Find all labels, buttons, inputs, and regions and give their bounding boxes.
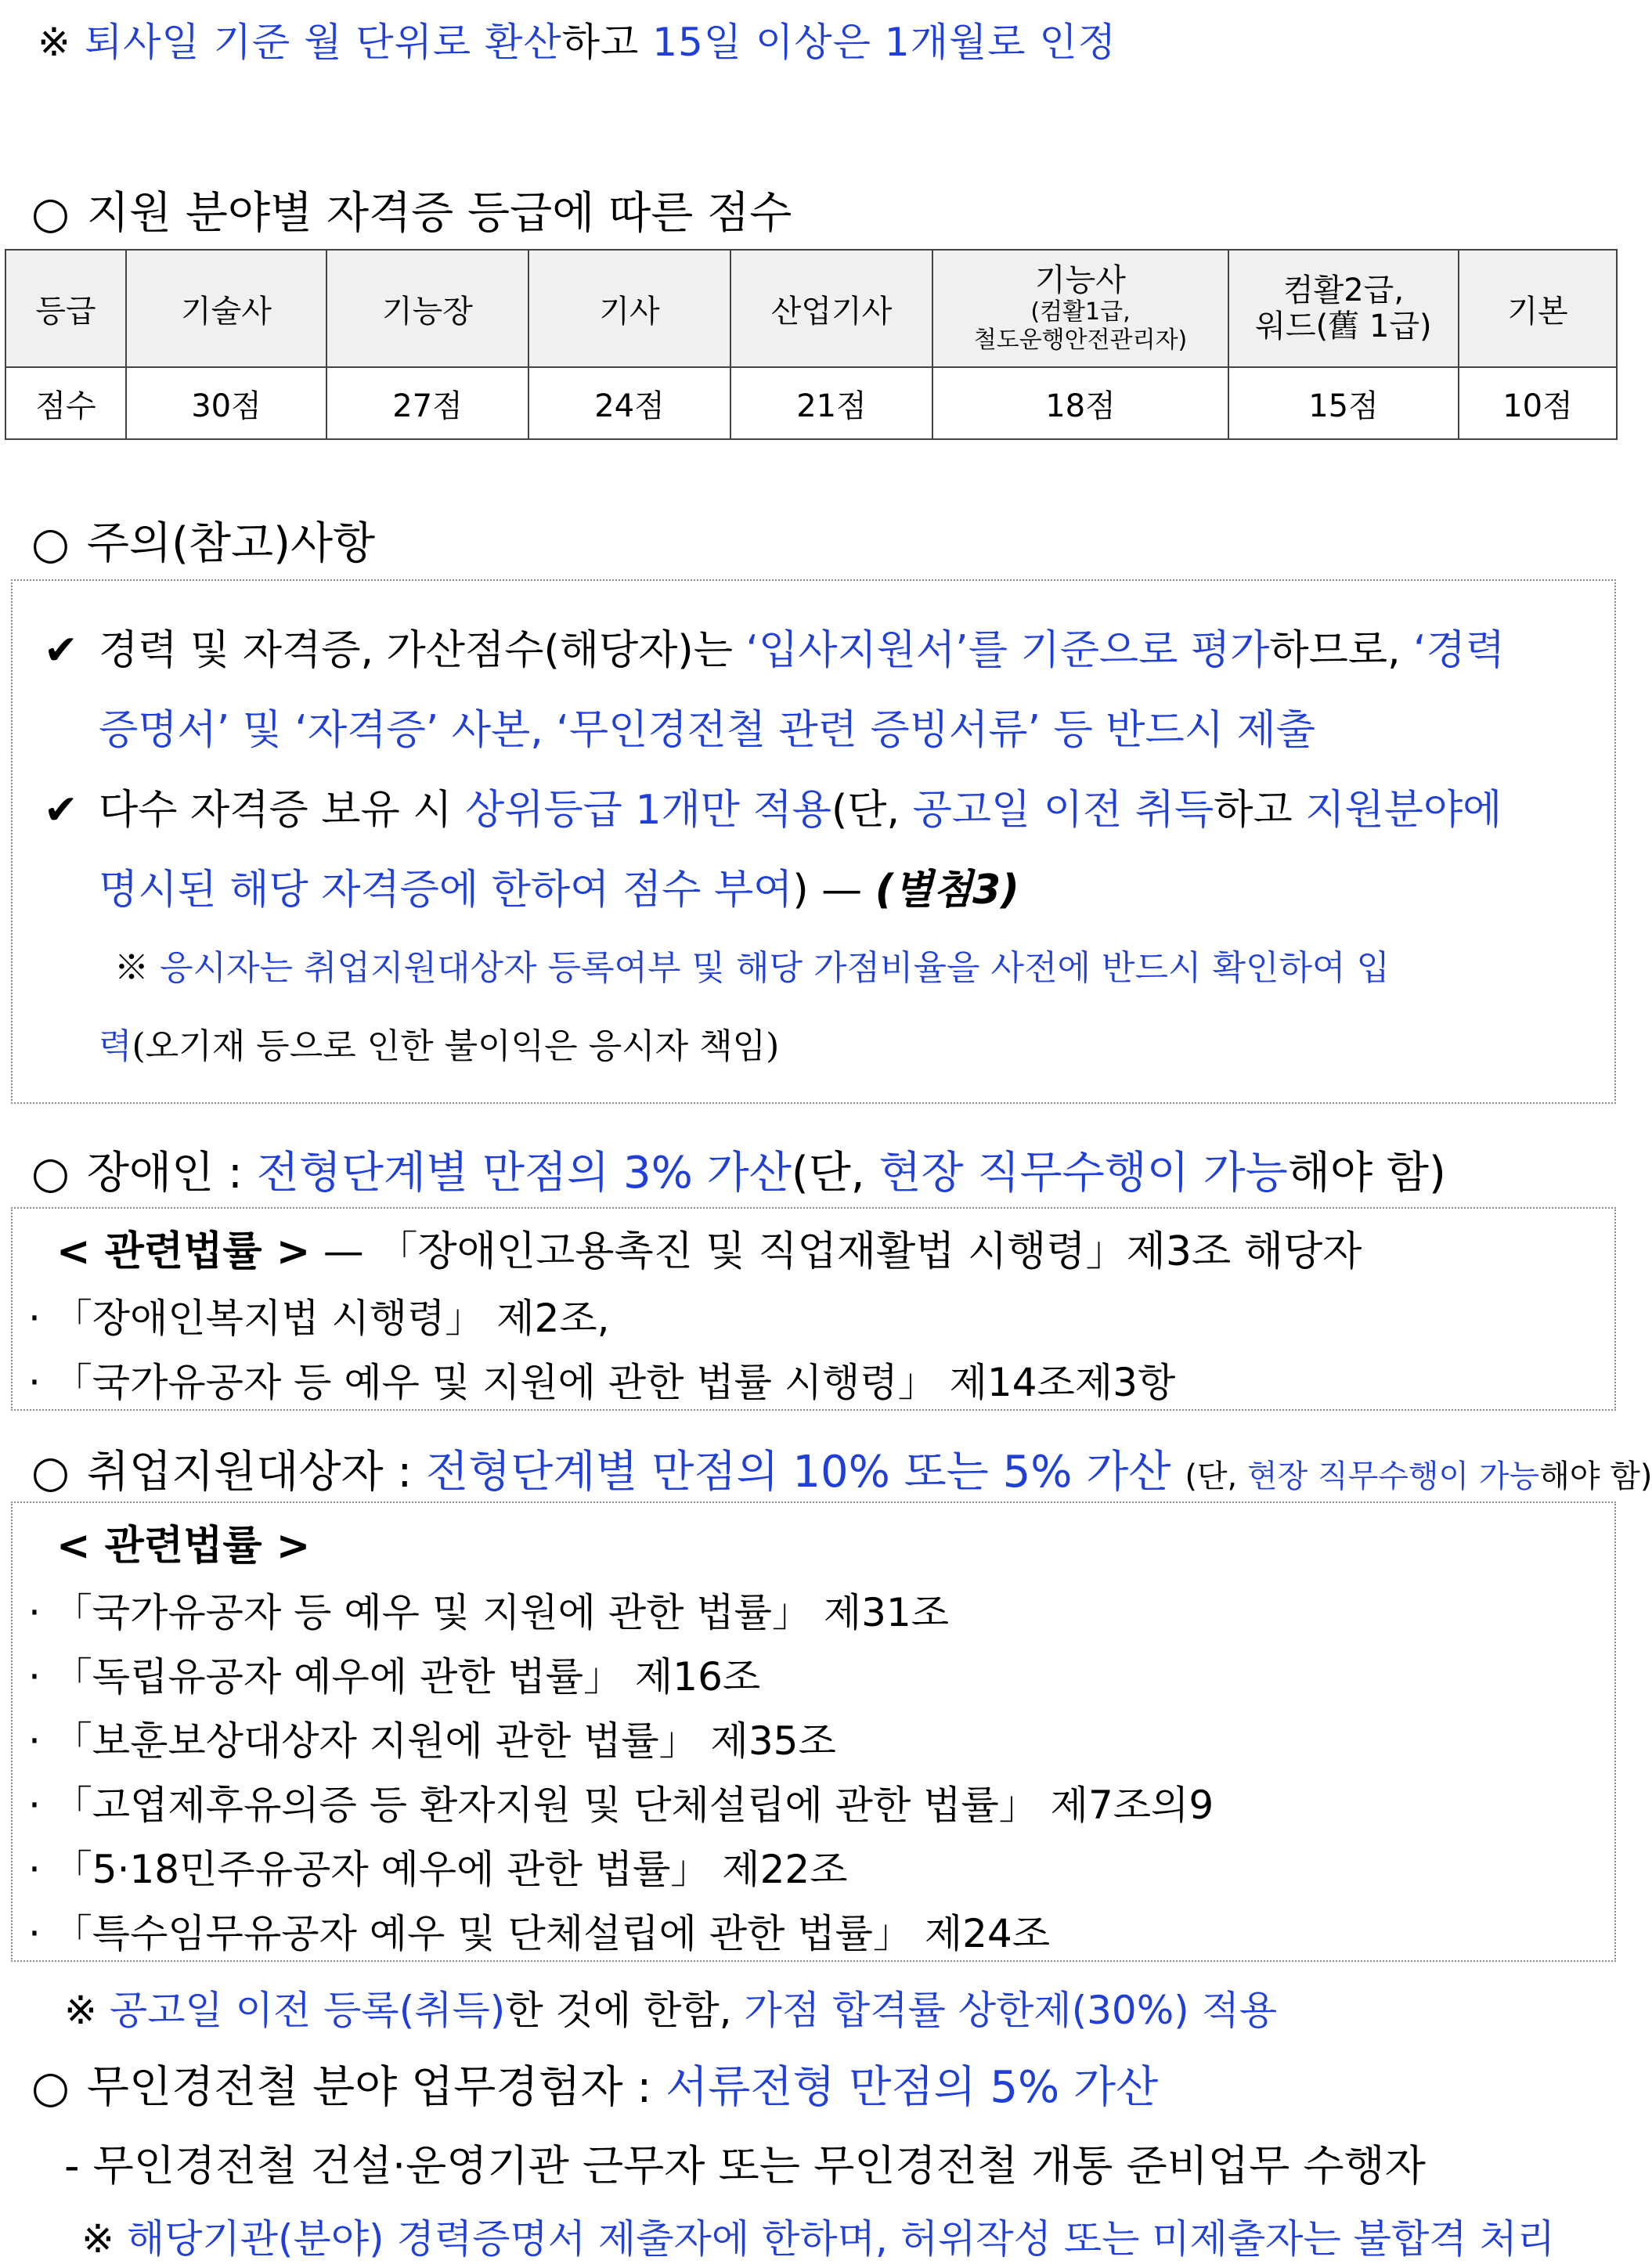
table-cell: 점수 [5,367,126,439]
table-header-row [5,250,1617,367]
header-cell [932,250,1228,367]
note-text: (단, [831,787,913,834]
section-text: 장애인 : [86,1148,257,1199]
law-heading: < 관련법률 > [56,1228,311,1275]
list-item: · 「특수임무유공자 예우 및 단체설립에 관한 법률」 제24조 [28,1911,1051,1956]
notes-caution-line1 [114,939,1390,990]
employ-law-header [56,1512,310,1571]
law-heading-tail: — 「장애인고용촉진 및 직업재활법 시행령」제3조 해당자 [310,1228,1362,1275]
note-highlight: 공고일 이전 취득 [912,787,1214,834]
circle-bullet-icon: ○ [31,1148,70,1199]
section-text: 취업지원대상자 : [86,1447,427,1498]
header-sub: 철도운행안전관리자) [973,326,1188,354]
section-text: 무인경전철 분야 업무경험자 : [86,2062,666,2113]
table-cell: 27점 [326,367,528,439]
note-text: 하고 [1214,787,1306,834]
header-main: 기능사 [1035,262,1126,298]
header-cell: 기본 [1459,250,1617,367]
notes-check1-line1 [44,617,1505,676]
check-icon: ✔ [44,787,78,834]
note-highlight: 지원분야에 [1305,787,1502,834]
section-highlight: 전형단계별 만점의 10% 또는 5% 가산 [426,1447,1171,1498]
header-cell: 기술사 [126,250,326,367]
top-note-part3: 15일 이상은 1개월로 인정 [652,20,1117,65]
note-text: 다수 자격증 보유 시 [99,787,465,834]
table-cell: 18점 [932,367,1228,439]
employ-note [64,1979,1277,2035]
list-item: · 「5·18민주유공자 예우에 관한 법률」 제22조 [28,1847,848,1892]
circle-bullet-icon: ○ [31,188,70,239]
table-row [5,367,1617,439]
rail-detail-line: - 무인경전철 건설·운영기관 근무자 또는 무인경전철 개통 준비업무 수행자 [64,2141,1426,2190]
notes-caution-line2 [99,1018,779,1068]
reference-mark: ※ [114,948,149,988]
table-cell: 30점 [126,367,326,439]
note-highlight: 공고일 이전 등록(취득) [109,1988,506,2033]
list-item: · 「장애인복지법 시행령」 제2조, [28,1296,610,1341]
section-highlight: 서류전형 만점의 5% 가산 [665,2062,1159,2113]
table-cell: 10점 [1459,367,1617,439]
table-cell: 15점 [1228,367,1459,439]
note-text: 하므로, [1269,627,1414,674]
disabled-law-header [56,1218,1362,1277]
note-highlight: 가점 합격률 상한제(30%) 적용 [744,1988,1278,2033]
note-text: 경력 및 자격증, 가산점수(해당자)는 [99,627,746,674]
employ-section-heading [31,1437,1652,1500]
section-highlight: 전형단계별 만점의 3% 가산 [256,1148,792,1199]
table-cell: 24점 [528,367,730,439]
header-line: 컴활2급, [1282,272,1405,308]
check-icon: ✔ [44,627,78,674]
circle-bullet-icon: ○ [31,518,70,569]
header-sub: (컴활1급, [1030,298,1131,326]
header-line: 워드(舊 1급) [1255,308,1432,344]
section-highlight: 현장 직무수행이 가능 [1247,1458,1540,1494]
reference-mark: ※ [64,1988,97,2033]
top-note-part1: 퇴사일 기준 월 단위로 환산 [84,20,562,65]
caution-text: 력 [99,1026,132,1066]
list-item: · 「국가유공자 등 예우 및 지원에 관한 법률」 제31조 [28,1590,950,1635]
notes-check2-line1 [44,777,1502,835]
list-item: · 「국가유공자 등 예우 및 지원에 관한 법률 시행령」 제14조제3항 [28,1360,1176,1405]
section-highlight: 현장 직무수행이 가능 [878,1148,1288,1199]
header-cell: 기사 [528,250,730,367]
section-text: (단, [791,1148,879,1199]
note-text: ) — [792,867,875,914]
header-cell: 기능장 [326,250,528,367]
notes-check2-line2 [99,856,1019,915]
rail-section-heading [31,2053,1158,2115]
disabled-section-heading [31,1138,1446,1201]
cert-section-title: 지원 분야별 자격증 등급에 따른 점수 [86,188,792,239]
caution-text: 응시자는 취업지원대상자 등록여부 및 해당 가점비율을 사전에 반드시 확인하여 입 [160,948,1390,988]
note-highlight: 상위등급 1개만 적용 [464,787,831,834]
grade-score-table [5,249,1618,440]
list-item: · 「독립유공자 예우에 관한 법률」 제16조 [28,1654,761,1700]
circle-bullet-icon: ○ [31,2062,70,2113]
notes-check1-line2: 증명서’ 및 ‘자격증’ 사본, ‘무인경전철 관련 증빙서류’ 등 반드시 제출 [99,707,1315,754]
header-cell: 등급 [5,250,126,367]
note-highlight: ‘입사지원서’를 기준으로 평가 [745,627,1270,674]
note-highlight: 해당기관(분야) 경력증명서 제출자에 한하며, 허위작성 또는 미제출자는 불합격 처리 [126,2216,1556,2262]
law-heading: < 관련법률 > [56,1523,311,1570]
rail-note [81,2208,1555,2264]
list-item: · 「보훈보상대상자 지원에 관한 법률」 제35조 [28,1718,836,1764]
table-cell: 21점 [730,367,932,439]
notes-section-heading [31,509,375,571]
cert-section-heading [31,178,792,241]
top-note [38,11,1116,67]
caution-text: (오기재 등으로 인한 불이익은 응시자 책임) [132,1026,780,1066]
employ-condition [1185,1458,1652,1494]
section-text: (단, [1185,1458,1247,1494]
header-cell [1228,250,1459,367]
attachment-ref: (별첨3) [875,867,1019,914]
header-cell: 산업기사 [730,250,932,367]
reference-mark: ※ [38,20,71,65]
note-highlight: 명시된 해당 자격증에 한하여 점수 부여 [99,867,793,914]
section-text: 해야 함) [1287,1148,1446,1199]
note-text: 한 것에 한함, [505,1988,745,2033]
top-note-part2: 하고 [561,20,653,65]
circle-bullet-icon: ○ [31,1447,70,1498]
list-item: · 「고엽제후유의증 등 환자지원 및 단체설립에 관한 법률」 제7조의9 [28,1783,1214,1828]
note-highlight: ‘경력 [1413,627,1506,674]
reference-mark: ※ [81,2216,114,2262]
notes-section-title: 주의(참고)사항 [86,518,376,569]
section-text: 해야 함) [1539,1458,1652,1494]
